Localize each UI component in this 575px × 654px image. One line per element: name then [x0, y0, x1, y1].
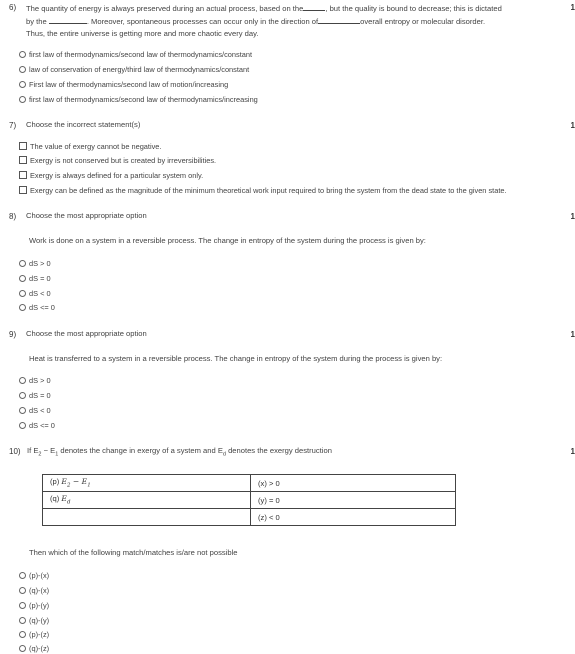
q6-stem: The quantity of energy is always preserved during an actual process, based on the , but the quality is bound to decrease; this is dictated by the . Moreover, spontaneous processes can occur only in the direction of overall entropy or molecular disorder. Thus, the entire universe is getting more and more chaotic every day.: [26, 4, 502, 38]
q6-option-4[interactable]: first law of thermodynamics/second law of thermodynamics/increasing: [19, 93, 258, 105]
radio-icon[interactable]: [19, 81, 26, 88]
q6-number: 6): [9, 3, 17, 12]
radio-icon[interactable]: [19, 631, 26, 638]
q8-option-4[interactable]: dS <= 0: [19, 301, 55, 313]
radio-icon[interactable]: [19, 617, 26, 624]
radio-icon[interactable]: [19, 377, 26, 384]
table-cell-empty: [43, 509, 251, 526]
q10-marks: 1: [570, 447, 575, 456]
q8-prompt: Choose the most appropriate option: [26, 211, 147, 220]
q9-number: 9): [9, 330, 17, 339]
q10-option-6[interactable]: (q)-(z): [19, 642, 49, 654]
q10-option-4[interactable]: (q)-(y): [19, 614, 49, 626]
table-cell-p: (p) $E_2 - E_1$: [43, 475, 251, 492]
blank-3: [318, 16, 360, 24]
table-cell-x: (x) > 0: [251, 475, 456, 492]
table-row: [43, 509, 456, 526]
q6-option-3[interactable]: First law of thermodynamics/second law of motion/increasing: [19, 78, 228, 90]
q7-prompt: Choose the incorrect statement(s): [26, 120, 141, 129]
radio-icon[interactable]: [19, 260, 26, 267]
q10-prompt: If $E_2 - E_1$ denotes the change in exergy of a system and $E_d$ denotes the exergy destruction: [27, 446, 332, 458]
radio-icon[interactable]: [19, 392, 26, 399]
q7-number: 7): [9, 121, 17, 130]
q9-stem: Heat is transferred to a system in a reversible process. The change in entropy of the system during the process is given by:: [29, 354, 443, 363]
radio-icon[interactable]: [19, 51, 26, 58]
q8-option-1[interactable]: dS > 0: [19, 257, 51, 269]
q9-option-4[interactable]: dS <= 0: [19, 419, 55, 431]
q8-marks: 1: [570, 212, 575, 221]
q7-option-4[interactable]: Exergy can be defined as the magnitude of the minimum theoretical work input required to bring the system from the dead state to the given state.: [19, 184, 507, 196]
q8-number: 8): [9, 212, 17, 221]
radio-icon[interactable]: [19, 275, 26, 282]
radio-icon[interactable]: [19, 572, 26, 579]
q9-option-2[interactable]: dS = 0: [19, 389, 51, 401]
radio-icon[interactable]: [19, 587, 26, 594]
q9-option-3[interactable]: dS < 0: [19, 404, 51, 416]
radio-icon[interactable]: [19, 422, 26, 429]
radio-icon[interactable]: [19, 96, 26, 103]
q7-option-1[interactable]: The value of exergy cannot be negative.: [19, 140, 161, 152]
q7-marks: 1: [570, 121, 575, 130]
q10-option-3[interactable]: (p)-(y): [19, 599, 49, 611]
q6-marks: 1: [570, 3, 575, 12]
radio-icon[interactable]: [19, 290, 26, 297]
q7-option-3[interactable]: Exergy is always defined for a particular system only.: [19, 169, 203, 181]
q10-option-1[interactable]: (p)-(x): [19, 569, 49, 581]
q9-option-1[interactable]: dS > 0: [19, 374, 51, 386]
radio-icon[interactable]: [19, 602, 26, 609]
radio-icon[interactable]: [19, 407, 26, 414]
q10-option-5[interactable]: (p)-(z): [19, 628, 49, 640]
q10-stem: Then which of the following match/matches is/are not possible: [29, 548, 238, 557]
q7-option-2[interactable]: Exergy is not conserved but is created by irreversibilities.: [19, 154, 216, 166]
checkbox-icon[interactable]: [19, 156, 27, 164]
q8-option-3[interactable]: dS < 0: [19, 287, 51, 299]
q10-option-2[interactable]: (q)-(x): [19, 584, 49, 596]
radio-icon[interactable]: [19, 304, 26, 311]
table-row: [43, 492, 456, 509]
table-cell-z: (z) < 0: [251, 509, 456, 526]
q6-option-1[interactable]: first law of thermodynamics/second law of thermodynamics/constant: [19, 48, 252, 60]
checkbox-icon[interactable]: [19, 171, 27, 179]
table-row: [43, 475, 456, 492]
q10-number: 10): [9, 447, 21, 456]
checkbox-icon[interactable]: [19, 142, 27, 150]
radio-icon[interactable]: [19, 66, 26, 73]
q9-marks: 1: [570, 330, 575, 339]
blank-1: [303, 3, 325, 11]
table-cell-y: (y) = 0: [251, 492, 456, 509]
blank-2: [49, 16, 87, 24]
match-table: [42, 474, 456, 526]
table-cell-q: (q) $E_d$: [43, 492, 251, 509]
q8-stem: Work is done on a system in a reversible process. The change in entropy of the system during the process is given by:: [29, 236, 426, 245]
q9-prompt: Choose the most appropriate option: [26, 329, 147, 338]
q8-option-2[interactable]: dS = 0: [19, 272, 51, 284]
q6-option-2[interactable]: law of conservation of energy/third law of thermodynamics/constant: [19, 63, 249, 75]
radio-icon[interactable]: [19, 645, 26, 652]
checkbox-icon[interactable]: [19, 186, 27, 194]
